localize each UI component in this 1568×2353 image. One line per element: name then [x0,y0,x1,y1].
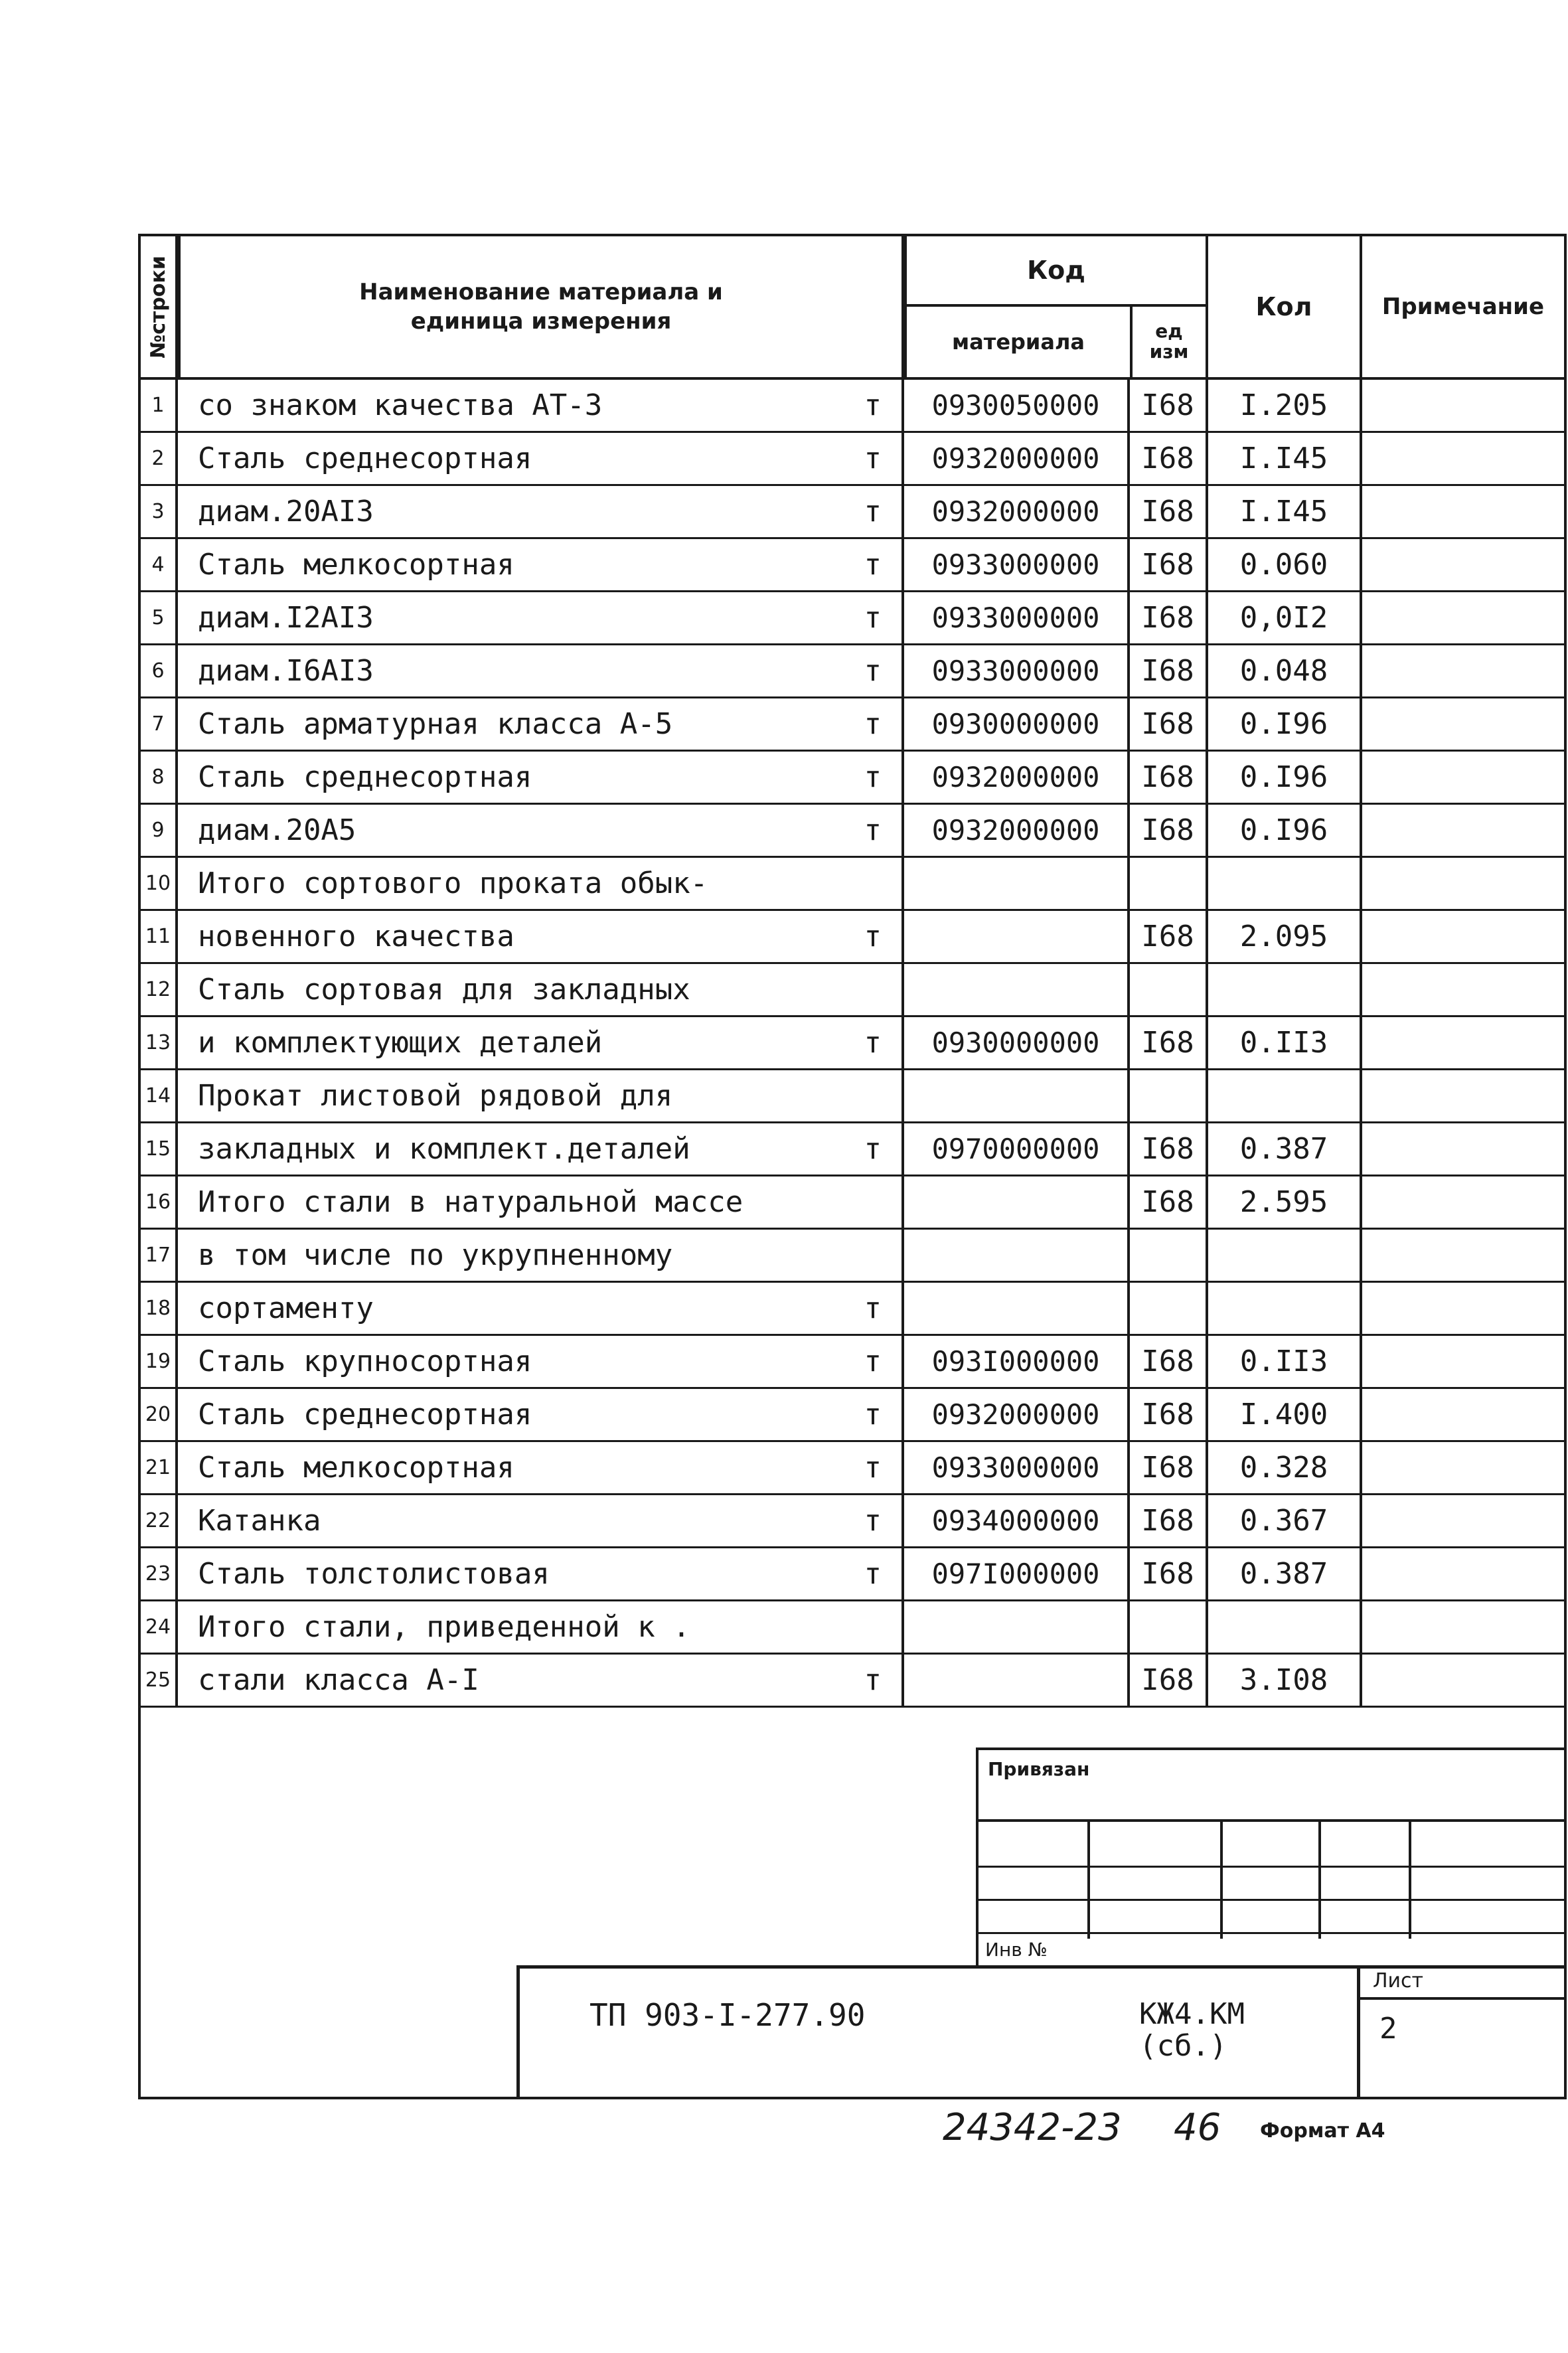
note [1362,433,1567,486]
table-row [138,964,1421,1017]
unit-letter: т [864,1132,882,1166]
unit-letter: т [864,920,882,953]
row-number: 13 [138,1017,178,1070]
quantity: I.205 [1208,380,1362,433]
quantity: I.400 [1208,1389,1362,1442]
material-name-cell [178,1176,904,1230]
material-name: Прокат листовой рядовой для [198,1079,673,1113]
row-number: 24 [138,1601,178,1655]
material-code: 0933000000 [904,1442,1130,1495]
material-name: Катанка [198,1504,321,1538]
row-number: 17 [138,1230,178,1283]
material-name: Сталь мелкосортная [198,548,514,582]
material-name: и комплектующих деталей [198,1026,603,1060]
row-number: 25 [138,1655,178,1708]
table-row [138,1601,1421,1655]
document-code: ТП 903-I-277.90 [589,1997,866,2033]
material-name-cell [178,1655,904,1708]
table-row [138,752,1421,805]
quantity: 0.060 [1208,539,1362,592]
material-code: 0930000000 [904,1017,1130,1070]
header-row-number [138,234,178,380]
row-number: 5 [138,592,178,645]
unit-code: I68 [1130,539,1208,592]
material-name: Итого стали, приведенной к . [198,1610,690,1644]
material-name-cell [178,1283,904,1336]
row-number: 11 [138,911,178,964]
row-number: 4 [138,539,178,592]
note [1362,539,1567,592]
unit-code: I68 [1130,698,1208,752]
material-name-cell [178,592,904,645]
table-row [138,1655,1421,1708]
quantity: I.I45 [1208,486,1362,539]
material-name: в том числе по укрупненному [198,1238,673,1272]
table-row [138,805,1421,858]
material-name: диам.I6AI3 [198,654,374,688]
unit-code: I68 [1130,1655,1208,1708]
table-row [138,1336,1421,1389]
quantity [1208,964,1362,1017]
row-number: 15 [138,1123,178,1176]
material-name: Сталь мелкосортная [198,1451,514,1485]
unit-code: I68 [1130,1017,1208,1070]
unit-code: I68 [1130,592,1208,645]
material-code [904,1601,1130,1655]
material-name-cell [178,858,904,911]
unit-code: I68 [1130,805,1208,858]
row-number: 8 [138,752,178,805]
unit-code: I68 [1130,911,1208,964]
note [1362,964,1567,1017]
note [1362,645,1567,698]
unit-code: I68 [1130,1442,1208,1495]
quantity: 0.I96 [1208,752,1362,805]
unit-letter: т [864,1451,882,1485]
note [1362,1176,1567,1230]
quantity [1208,858,1362,911]
material-code: 0934000000 [904,1495,1130,1548]
material-name-cell [178,1070,904,1123]
header-material-name-label: Наименование материала и единица измерения [359,278,723,335]
note [1362,911,1567,964]
material-name-cell [178,433,904,486]
unit-letter: т [864,388,882,422]
table-row [138,911,1421,964]
row-number: 7 [138,698,178,752]
table-row [138,698,1421,752]
material-name-cell [178,1442,904,1495]
unit-letter: т [864,707,882,741]
header-quantity [1206,234,1362,380]
unit-letter: т [864,1344,882,1378]
unit-code: I68 [1130,486,1208,539]
material-name-cell [178,698,904,752]
header-quantity-label: Кол [1255,292,1312,321]
quantity: 0.387 [1208,1123,1362,1176]
unit-letter: т [864,760,882,794]
material-name: новенного качества [198,920,514,953]
note [1362,1283,1567,1336]
row-number: 2 [138,433,178,486]
material-name-cell [178,911,904,964]
row-number: 1 [138,380,178,433]
note [1362,752,1567,805]
note [1362,486,1567,539]
material-name: Сталь сортовая для закладных [198,973,690,1007]
unit-code: I68 [1130,380,1208,433]
unit-letter: т [864,1398,882,1431]
material-name: Сталь арматурная класса А-5 [198,707,673,741]
material-name-cell [178,964,904,1017]
quantity: 0.328 [1208,1442,1362,1495]
unit-code: I68 [1130,1336,1208,1389]
row-number: 10 [138,858,178,911]
unit-code [1130,1283,1208,1336]
header-code-material [904,304,1133,380]
paper-format: Формат А4 [1260,2119,1385,2143]
material-code: 0932000000 [904,433,1130,486]
material-name-cell [178,539,904,592]
inventory-number-label: Инв № [985,1939,1048,1961]
material-name: диам.20А5 [198,813,356,847]
table-row [138,1070,1421,1123]
unit-code: I68 [1130,1123,1208,1176]
material-name: закладных и комплект.деталей [198,1132,690,1166]
row-number: 20 [138,1389,178,1442]
header-note [1360,234,1567,380]
unit-letter: т [864,654,882,688]
material-name: диам.I2AI3 [198,601,374,635]
header-code [904,234,1208,307]
table-row [138,1442,1421,1495]
unit-letter: т [864,495,882,528]
unit-code [1130,964,1208,1017]
quantity: 0.387 [1208,1548,1362,1601]
note [1362,1123,1567,1176]
material-name: сортаменту [198,1291,374,1325]
quantity: 0.II3 [1208,1336,1362,1389]
material-name-cell [178,1601,904,1655]
table-row [138,1283,1421,1336]
material-name: диам.20AI3 [198,495,374,528]
quantity: 0.048 [1208,645,1362,698]
note [1362,1495,1567,1548]
note [1362,1442,1567,1495]
row-number: 23 [138,1548,178,1601]
material-code: 0933000000 [904,539,1130,592]
material-code: 0932000000 [904,486,1130,539]
material-code: 0970000000 [904,1123,1130,1176]
material-code: 0930000000 [904,698,1130,752]
header-material-name [178,234,904,380]
material-name-cell [178,1548,904,1601]
row-number: 9 [138,805,178,858]
row-number: 19 [138,1336,178,1389]
table-row [138,539,1421,592]
note [1362,1601,1567,1655]
material-name: Итого сортового проката обык- [198,866,708,900]
note [1362,858,1567,911]
header-code-label: Код [1027,256,1085,285]
quantity: 0.367 [1208,1495,1362,1548]
material-name: Сталь крупносортная [198,1344,532,1378]
material-name-cell [178,1389,904,1442]
table-row [138,1548,1421,1601]
table-row [138,1230,1421,1283]
material-name: Сталь среднесортная [198,1398,532,1431]
material-name-cell [178,1495,904,1548]
row-number: 21 [138,1442,178,1495]
header-code-material-label: материала [952,329,1085,355]
header-code-unit-label: ед изм [1149,320,1189,363]
row-number: 14 [138,1070,178,1123]
note [1362,1655,1567,1708]
material-name: со знаком качества АТ-3 [198,388,603,422]
privyazan-label: Привязан [988,1758,1090,1780]
material-code: 0932000000 [904,752,1130,805]
table-row [138,1389,1421,1442]
material-name: Сталь среднесортная [198,442,532,475]
table-row [138,1017,1421,1070]
page-number: 46 [1174,2106,1221,2149]
material-name: Сталь толстолистовая [198,1557,550,1591]
material-name-cell [178,805,904,858]
archive-number: 24342-23 [943,2106,1122,2149]
unit-letter: т [864,442,882,475]
note [1362,1389,1567,1442]
unit-letter: т [864,1663,882,1697]
material-name-cell [178,645,904,698]
material-code: 093I000000 [904,1336,1130,1389]
material-code: 097I000000 [904,1548,1130,1601]
note [1362,1336,1567,1389]
material-name: стали класса А-I [198,1663,479,1697]
material-name-cell [178,1336,904,1389]
unit-letter: т [864,601,882,635]
unit-code: I68 [1130,1495,1208,1548]
unit-letter: т [864,1291,882,1325]
unit-code [1130,1070,1208,1123]
unit-letter: т [864,813,882,847]
drawing-mark: КЖ4.КМ [1139,1997,1245,2031]
quantity [1208,1230,1362,1283]
material-name: Итого стали в натуральной массе [198,1185,744,1219]
material-code: 0933000000 [904,592,1130,645]
material-code [904,1283,1130,1336]
quantity [1208,1070,1362,1123]
quantity: 2.595 [1208,1176,1362,1230]
material-name-cell [178,752,904,805]
material-name-cell [178,1230,904,1283]
material-code [904,964,1130,1017]
sheet-label: Лист [1373,1969,1424,1992]
material-name-cell [178,1017,904,1070]
unit-letter: т [864,548,882,582]
unit-code: I68 [1130,1176,1208,1230]
note [1362,1230,1567,1283]
material-code: 0932000000 [904,1389,1130,1442]
row-number: 18 [138,1283,178,1336]
table-row [138,433,1421,486]
quantity: 3.I08 [1208,1655,1362,1708]
material-code: 0933000000 [904,645,1130,698]
specification-rows [138,380,1421,1708]
table-row [138,1176,1421,1230]
material-name-cell [178,380,904,433]
material-code [904,1655,1130,1708]
material-code: 0930050000 [904,380,1130,433]
specification-sheet [138,234,1545,2099]
note [1362,592,1567,645]
unit-code: I68 [1130,645,1208,698]
table-row [138,1495,1421,1548]
table-row [138,858,1421,911]
unit-code [1130,858,1208,911]
unit-code [1130,1601,1208,1655]
unit-letter: т [864,1026,882,1060]
note [1362,698,1567,752]
unit-letter: т [864,1557,882,1591]
note [1362,380,1567,433]
table-row [138,645,1421,698]
quantity: 0,0I2 [1208,592,1362,645]
row-number: 12 [138,964,178,1017]
header-note-label: Примечание [1381,293,1545,320]
table-row [138,486,1421,539]
table-row [138,592,1421,645]
quantity [1208,1283,1362,1336]
unit-code: I68 [1130,1548,1208,1601]
row-number: 3 [138,486,178,539]
header-code-unit [1130,304,1208,380]
note [1362,805,1567,858]
table-row [138,1123,1421,1176]
quantity: 2.095 [1208,911,1362,964]
note [1362,1070,1567,1123]
row-number: 6 [138,645,178,698]
sheet-number: 2 [1379,2012,1397,2046]
unit-code [1130,1230,1208,1283]
table-row [138,380,1421,433]
material-code [904,1230,1130,1283]
material-code [904,858,1130,911]
material-code [904,1070,1130,1123]
row-number: 16 [138,1176,178,1230]
unit-code: I68 [1130,433,1208,486]
row-number: 22 [138,1495,178,1548]
material-name-cell [178,1123,904,1176]
material-name: Сталь среднесортная [198,760,532,794]
unit-letter: т [864,1504,882,1538]
material-code: 0932000000 [904,805,1130,858]
title-block [138,1708,1567,2099]
quantity: I.I45 [1208,433,1362,486]
material-code [904,1176,1130,1230]
note [1362,1017,1567,1070]
quantity: 0.I96 [1208,698,1362,752]
unit-code: I68 [1130,1389,1208,1442]
quantity [1208,1601,1362,1655]
note [1362,1548,1567,1601]
material-code [904,911,1130,964]
material-name-cell [178,486,904,539]
drawing-mark-sub: (сб.) [1139,2029,1227,2063]
quantity: 0.II3 [1208,1017,1362,1070]
quantity: 0.I96 [1208,805,1362,858]
unit-code: I68 [1130,752,1208,805]
header-row-number-label: №строки [146,255,170,359]
